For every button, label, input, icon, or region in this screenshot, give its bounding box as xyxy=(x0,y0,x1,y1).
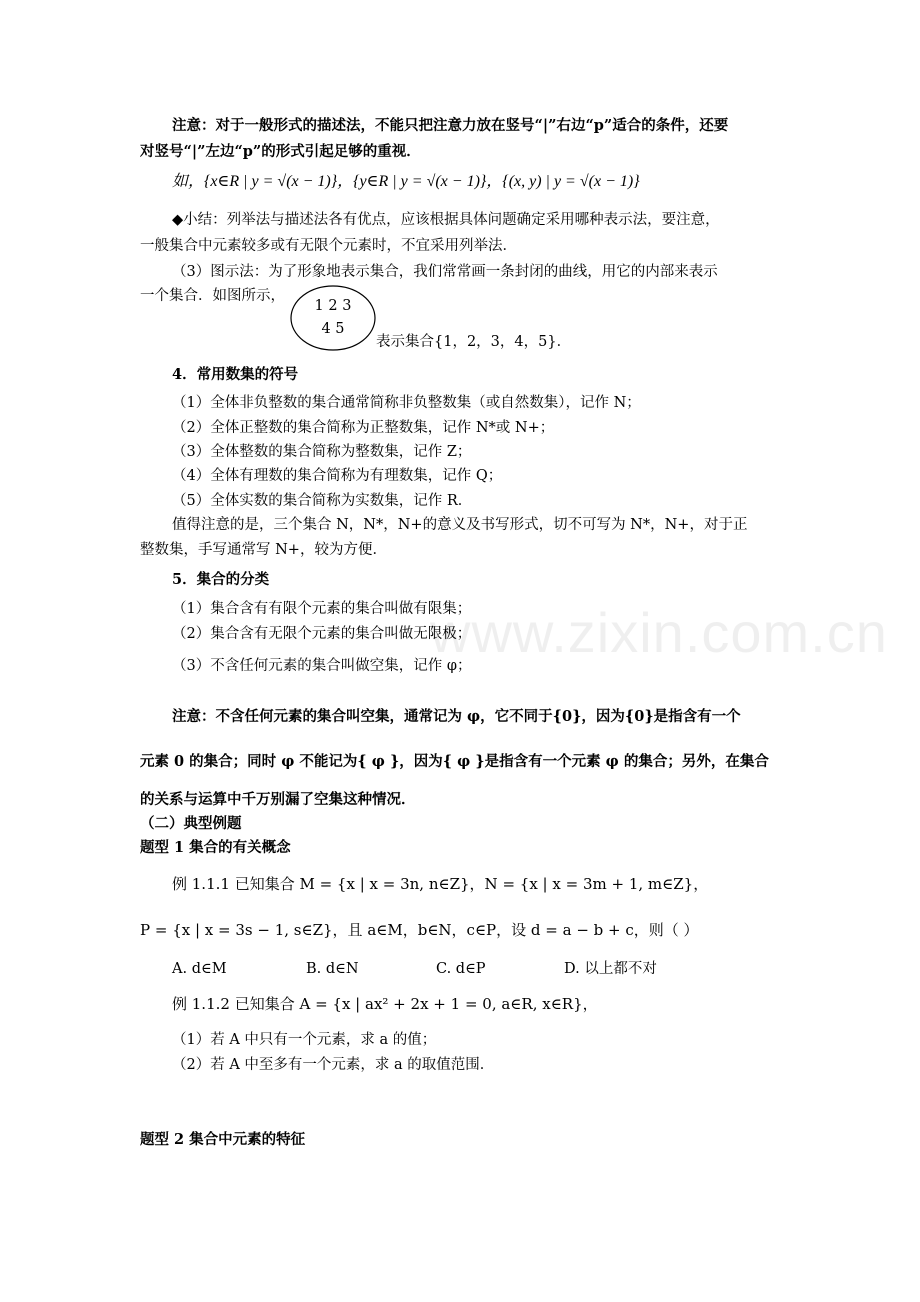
classification-3: （3）不含任何元素的集合叫做空集，记作 φ； xyxy=(172,658,472,674)
option-c: C. d∈P xyxy=(436,961,486,977)
note-paragraph-2-line-2: 元素 0 的集合；同时 φ 不能记为{ φ }，因为{ φ }是指含有一个元素 φ 的集合；另外，在集合 xyxy=(140,753,769,770)
note-paragraph-2-line-1: 注意：不含任何元素的集合叫空集，通常记为 φ，它不同于{0}，因为{0}是指含有一个 xyxy=(172,708,741,725)
venn-intro-line-1: （3）图示法：为了形象地表示集合，我们常常画一条封闭的曲线，用它的内部来表示 xyxy=(172,264,718,280)
worth-note-line-2: 整数集，手写通常写 N+，较为方便． xyxy=(140,542,387,558)
problem-type-2-heading: 题型 2 集合中元素的特征 xyxy=(140,1131,306,1148)
option-d: D. 以上都不对 xyxy=(564,961,657,977)
venn-diagram xyxy=(290,284,376,352)
option-a: A. d∈M xyxy=(172,961,227,977)
note-paragraph-2-line-3: 的关系与运算中千万别漏了空集这种情况． xyxy=(140,791,416,808)
venn-ellipse xyxy=(290,284,376,352)
option-b: B. d∈N xyxy=(306,961,359,977)
number-set-3: （3）全体整数的集合简称为整数集，记作 Z； xyxy=(172,444,472,460)
problem-type-1-heading: 题型 1 集合的有关概念 xyxy=(140,839,291,856)
heading-classification: 5．集合的分类 xyxy=(172,571,270,588)
note-paragraph-1-line-2: 对竖号“|”左边“p”的形式引起足够的重视． xyxy=(140,143,421,160)
watermark: www.zixin.com.cn xyxy=(430,601,888,664)
number-set-2: （2）全体正整数的集合简称为正整数集，记作 N*或 N+； xyxy=(172,420,555,436)
venn-caption: 表示集合{1，2，3，4，5}． xyxy=(376,334,572,350)
classification-2: （2）集合含有无限个元素的集合叫做无限极； xyxy=(172,626,472,642)
classification-1: （1）集合含有有限个元素的集合叫做有限集； xyxy=(172,601,472,617)
question-1: （1）若 A 中只有一个元素，求 a 的值； xyxy=(172,1032,437,1048)
question-2: （2）若 A 中至多有一个元素，求 a 的取值范围． xyxy=(172,1057,495,1073)
note-paragraph-1-line-1: 注意：对于一般形式的描述法，不能只把注意力放在竖号“|”右边“p”适合的条件，还要 xyxy=(172,117,729,134)
section-typical-examples: （二）典型例题 xyxy=(140,815,242,832)
venn-intro-line-2: 一个集合．如图所示， xyxy=(140,288,285,304)
summary-line-1: ◆小结：列举法与描述法各有优点，应该根据具体问题确定采用哪种表示法，要注意， xyxy=(172,212,720,228)
worth-note-line-1: 值得注意的是，三个集合 N，N*，N+的意义及书写形式，切不可写为 N*，N+，对于正 xyxy=(172,517,748,533)
venn-row-1: 1 2 3 xyxy=(314,298,352,314)
number-set-1: （1）全体非负整数的集合通常简称非负整数集（或自然数集），记作 N； xyxy=(172,395,641,411)
example-1-1-1-line-1: 例 1.1.1 已知集合 M = {x | x = 3n, n∈Z}，N = {x | x = 3m + 1, m∈Z}， xyxy=(172,875,709,893)
venn-row-2: 4 5 xyxy=(321,321,345,337)
heading-number-sets: 4．常用数集的符号 xyxy=(172,366,299,383)
example-1-1-1-line-2: P = {x | x = 3s − 1, s∈Z}，且 a∈M，b∈N，c∈P，设 d = a − b + c，则（ ） xyxy=(140,921,699,939)
example-1-1-2: 例 1.1.2 已知集合 A = {x | ax² + 2x + 1 = 0, a∈R, x∈R}， xyxy=(172,995,598,1013)
number-set-4: （4）全体有理数的集合简称为有理数集，记作 Q； xyxy=(172,468,503,484)
example-sets-line: 如，{x∈R | y = √(x − 1)}，{y∈R | y = √(x − 1)}，{(x, y) | y = √(x − 1)} xyxy=(172,173,640,190)
number-set-5: （5）全体实数的集合简称为实数集，记作 R． xyxy=(172,493,473,509)
summary-line-2: 一般集合中元素较多或有无限个元素时，不宜采用列举法． xyxy=(140,238,517,254)
